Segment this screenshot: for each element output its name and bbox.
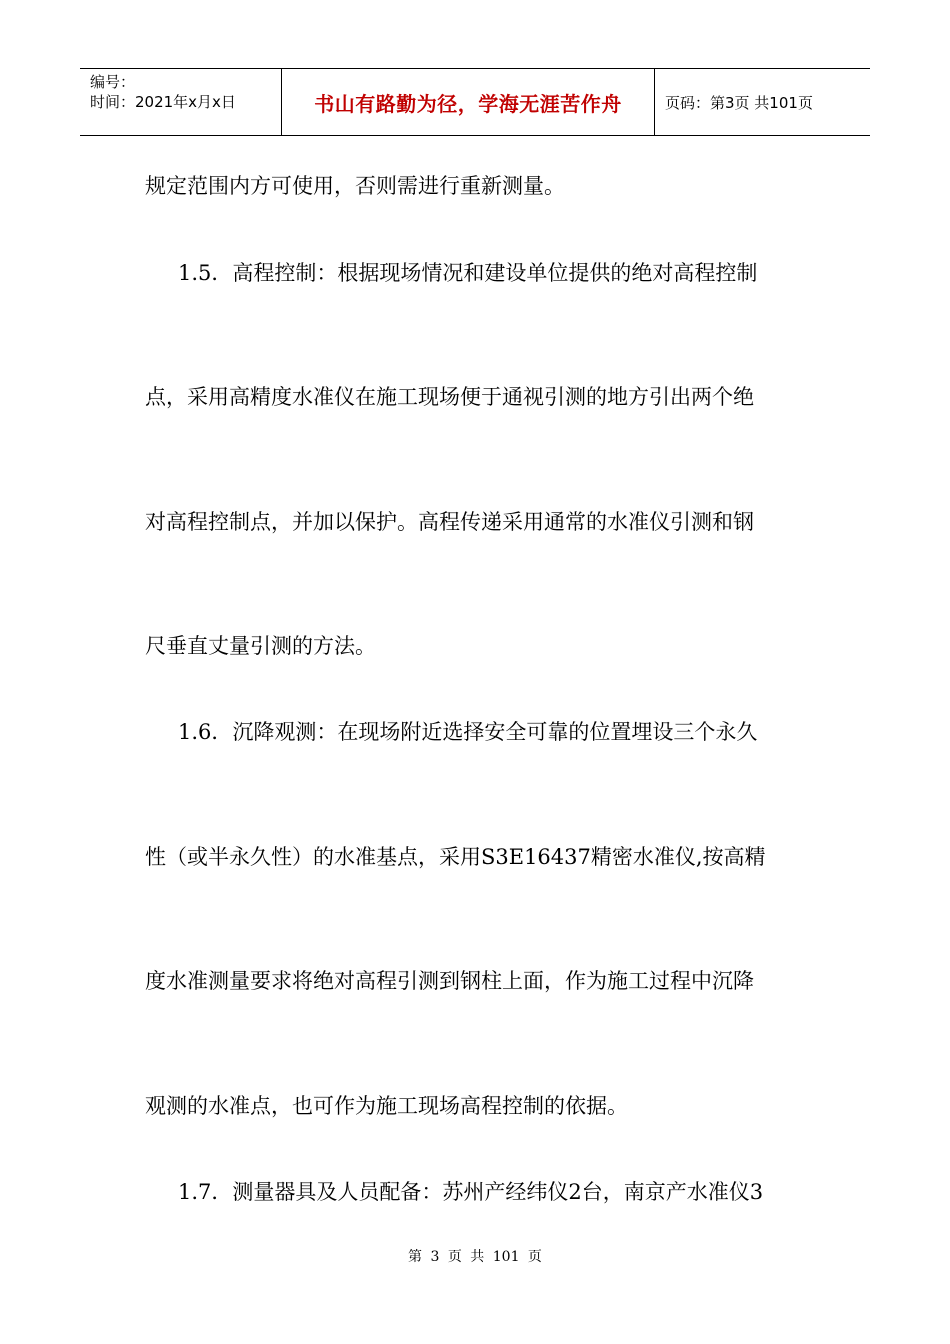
document-header bbox=[80, 68, 870, 136]
body-line-9: 观测的水准点，也可作为施工现场高程控制的依据。 bbox=[145, 1094, 628, 1118]
header-motto: 书山有路勤为径，学海无涯苦作舟 bbox=[282, 69, 655, 135]
header-page-info: 页码：第3页 共101页 bbox=[665, 93, 813, 112]
body-line-6: 1.6．沉降观测：在现场附近选择安全可靠的位置埋设三个永久 bbox=[178, 720, 758, 744]
body-line-3: 点，采用高精度水准仪在施工现场便于通视引测的地方引出两个绝 bbox=[145, 385, 754, 409]
body-line-2: 1.5．高程控制：根据现场情况和建设单位提供的绝对高程控制 bbox=[178, 261, 758, 285]
body-line-10: 1.7．测量器具及人员配备：苏州产经纬仪2台，南京产水准仪3 bbox=[178, 1180, 764, 1204]
document-number-label: 编号： bbox=[90, 73, 136, 91]
page-footer: 第 3 页 共 101 页 bbox=[408, 1249, 542, 1265]
header-meta bbox=[80, 69, 282, 135]
body-line-8: 度水准测量要求将绝对高程引测到钢柱上面，作为施工过程中沉降 bbox=[145, 969, 754, 993]
body-line-7: 性（或半永久性）的水准基点，采用S3E16437精密水准仪,按高精 bbox=[145, 845, 766, 869]
body-line-1: 规定范围内方可使用，否则需进行重新测量。 bbox=[145, 174, 565, 198]
body-line-4: 对高程控制点，并加以保护。高程传递采用通常的水准仪引测和钢 bbox=[145, 510, 754, 534]
body-line-5: 尺垂直丈量引测的方法。 bbox=[145, 634, 376, 658]
document-time-label: 时间：2021年x月x日 bbox=[90, 93, 236, 111]
